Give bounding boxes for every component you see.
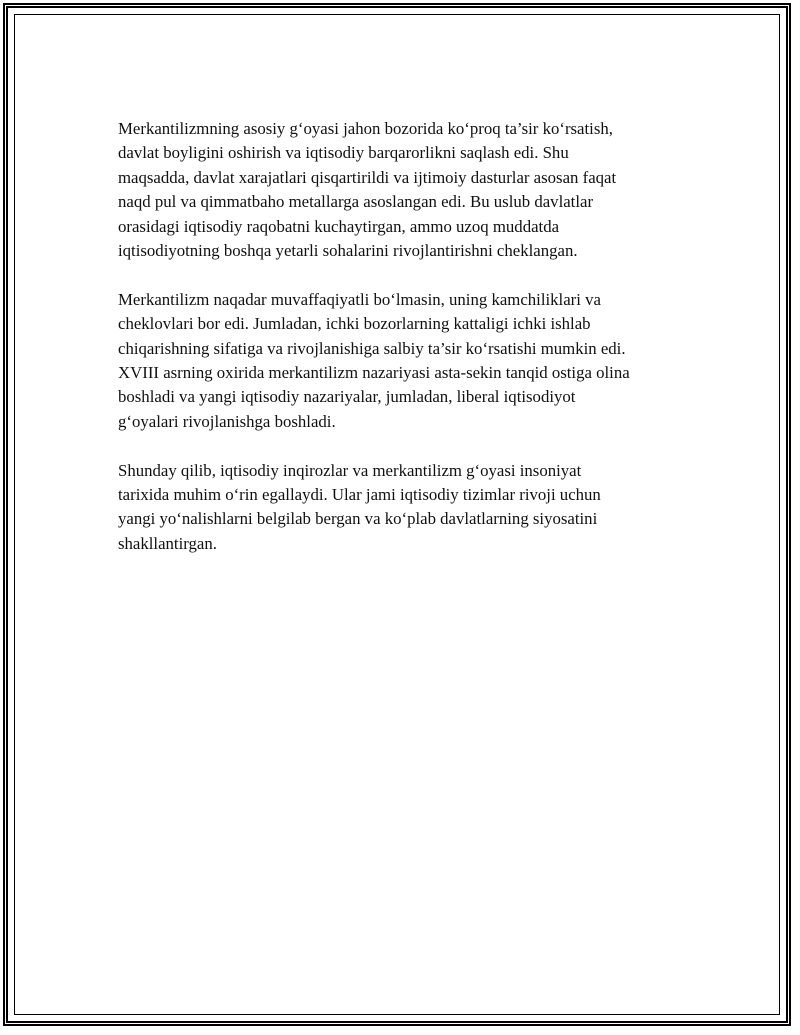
paragraph-line: tarixida muhim o‘rin egallaydi. Ular jami iqtisodiy tizimlar rivoji uchun (118, 485, 601, 505)
paragraph-line: orasidagi iqtisodiy raqobatni kuchaytirgan, ammo uzoq muddatda (118, 216, 560, 236)
paragraph-2 (118, 288, 678, 434)
paragraph-line: cheklovlari bor edi. Jumladan, ichki bozorlarning kattaligi ichki ishlab (118, 314, 591, 334)
paragraph-line: yangi yo‘nalishlarni belgilab bergan va ko‘plab davlatlarning siyosatini (118, 509, 598, 529)
paragraph-1 (118, 117, 678, 263)
paragraph-3 (118, 459, 678, 557)
paragraph-line: boshladi va yangi iqtisodiy nazariyalar, jumladan, liberal iqtisodiyot (118, 387, 576, 407)
paragraph-line: Shunday qilib, iqtisodiy inqirozlar va merkantilizm g‘oyasi insoniyat (118, 460, 582, 480)
paragraph-line: shakllantirgan. (118, 533, 217, 553)
paragraph-line: chiqarishning sifatiga va rivojlanishiga salbiy ta’sir ko‘rsatishi mumkin edi. (118, 338, 626, 358)
paragraph-line: XVIII asrning oxirida merkantilizm nazariyasi asta-sekin tanqid ostiga olina (118, 363, 630, 383)
paragraph-line: naqd pul va qimmatbaho metallarga asoslangan edi. Bu uslub davlatlar (118, 192, 594, 212)
paragraph-line: Merkantilizmning asosiy g‘oyasi jahon bozorida ko‘proq ta’sir ko‘rsatish, (118, 119, 613, 138)
paragraph-line: davlat boyligini oshirish va iqtisodiy barqarorlikni saqlash edi. Shu (118, 143, 569, 163)
paragraph-line: g‘oyalari rivojlanishga boshladi. (118, 411, 336, 431)
document-body (118, 117, 678, 581)
paragraph-line: maqsadda, davlat xarajatlari qisqartirildi va ijtimoiy dasturlar asosan faqat (118, 167, 617, 187)
paragraph-line: iqtisodiyotning boshqa yetarli sohalarini rivojlantirishni cheklangan. (118, 241, 578, 261)
paragraph-line: Merkantilizm naqadar muvaffaqiyatli bo‘lmasin, uning kamchiliklari va (118, 289, 601, 309)
